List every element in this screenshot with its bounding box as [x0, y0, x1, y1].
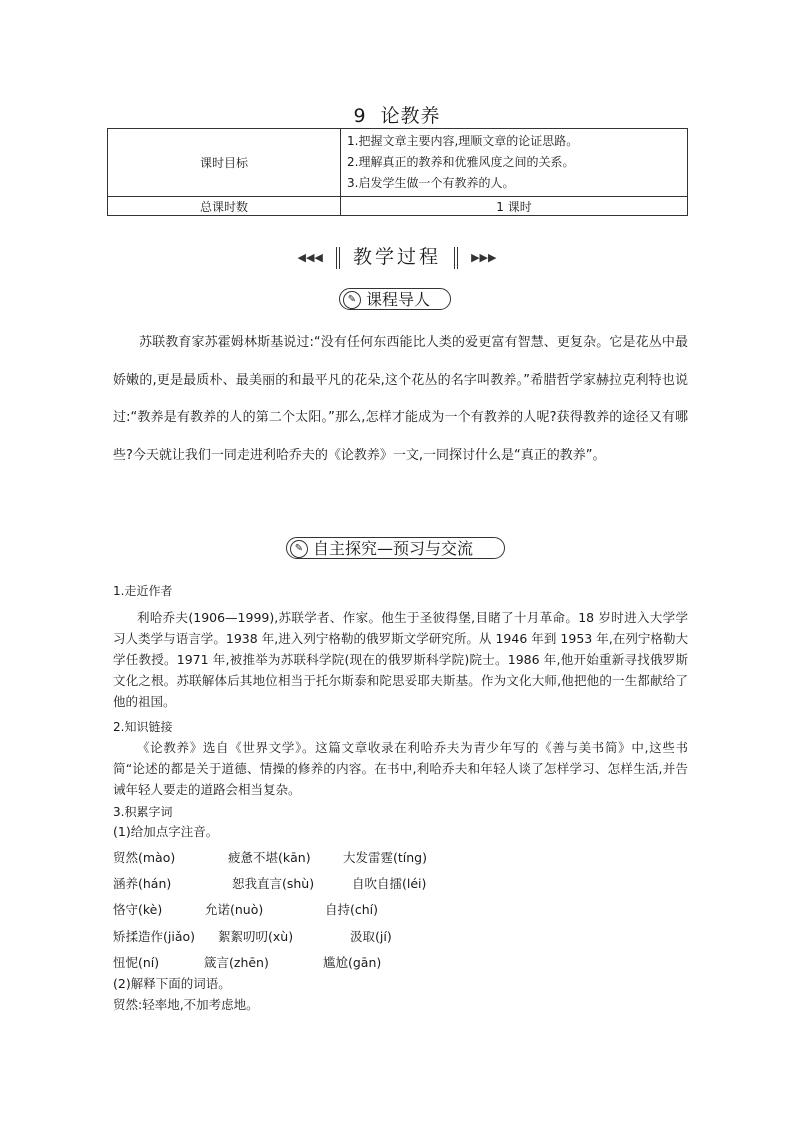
- pinyin-item: 大发雷霆(tíng): [343, 850, 427, 865]
- lesson-title: 论教养: [380, 105, 441, 127]
- goal-item: 3.启发学生做一个有教养的人。: [347, 176, 515, 190]
- pinyin-item: 自吹自擂(léi): [352, 876, 427, 891]
- pinyin-item: 疲惫不堪(kān): [228, 850, 311, 865]
- pinyin-item: 尴尬(gān): [323, 955, 382, 970]
- page-title: [0, 101, 794, 128]
- pinyin-item: 允诺(nuò): [205, 902, 264, 917]
- teaching-process-banner: [0, 242, 794, 269]
- item2-heading: 2.知识链接: [113, 720, 173, 734]
- item3-heading: 3.积累字词: [113, 805, 173, 819]
- pinyin-item: 涵养(hán): [113, 876, 172, 891]
- right-arrows-icon: ▶▶▶: [471, 251, 497, 264]
- author-paragraph: 利哈乔夫(1906—1999),苏联学者、作家。他生于圣彼得堡,目睹了十月革命。18 岁时进入大学学习人类学与语言学。1938 年,进入列宁格勒的俄罗斯文学研究所。从 1946 年到 1953 年,在列宁格勒大学任教授。1971 年,被推举为苏联科学院(现在的俄罗斯科学院)院士。1986 年,他开始重新寻找俄罗斯文化之根。苏联解体后其地位相当于托尔斯泰和陀思妥耶夫斯基。作为文化大师,他把他的一生都献给了他的祖国。: [113, 610, 688, 709]
- pinyin-item: 恪守(kè): [113, 902, 163, 917]
- pinyin-item: 矫揉造作(jiǎo): [113, 929, 196, 944]
- pinyin-item: 恕我直言(shù): [232, 876, 315, 891]
- total-hours-value: 1 课时: [341, 197, 688, 216]
- goals-cell: [341, 129, 688, 197]
- pinyin-item: 忸怩(ní): [113, 955, 160, 970]
- pinyin-item: 贸然(mào): [113, 850, 176, 865]
- goals-label: 课时目标: [108, 129, 341, 197]
- goal-item: 1.把握文章主要内容,理顺文章的论证思路。: [347, 134, 579, 148]
- lesson-meta-table: [107, 128, 688, 216]
- pinyin-item: 自持(chí): [325, 902, 379, 917]
- item1-heading: 1.走近作者: [113, 584, 173, 598]
- intro-paragraph: 苏联教育家苏霍姆林斯基说过:“没有任何东西能比人类的爱更富有智慧、更复杂。它是花丛中最娇嫩的,更是最质朴、最美丽的和最平凡的花朵,这个花丛的名字叫教养。”希腊哲学家赫拉克利特也说过:“教养是有教养的人的第二个太阳。”那么,怎样才能成为一个有教养的人呢?获得教养的途径又有哪些?今天就让我们一同走进利哈乔夫的《论教养》一文,一同探讨什么是“真正的教养”。: [113, 335, 688, 463]
- pinyin-instruction: (1)给加点字注音。: [113, 824, 219, 839]
- section-heading-explore: [286, 537, 505, 559]
- section-title: 自主探究—预习与交流: [313, 539, 474, 558]
- definition-instruction: (2)解释下面的词语。: [113, 976, 231, 991]
- section-title: 课程导人: [366, 290, 431, 309]
- section-heading-intro: [339, 288, 451, 310]
- goal-item: 2.理解真正的教养和优雅风度之间的关系。: [347, 155, 575, 169]
- book-icon: ✎: [290, 540, 308, 558]
- lesson-number: 9: [353, 105, 367, 127]
- definition-item: 贸然:轻率地,不加考虑地。: [113, 997, 259, 1012]
- left-arrows-icon: ◀◀◀: [297, 251, 323, 264]
- knowledge-paragraph: 《论教养》选自《世界文学》。这篇文章收录在利哈乔夫为青少年写的《善与美书简》中,这些书简“论述的都是关于道德、情操的修养的内容。在书中,利哈乔夫和年轻人谈了怎样学习、怎样生活,并告诫年轻人要走的道路会相当复杂。: [113, 740, 688, 797]
- pinyin-item: 絮絮叨叨(xù): [218, 929, 294, 944]
- total-hours-label: 总课时数: [108, 197, 341, 216]
- book-icon: ✎: [343, 291, 361, 309]
- banner-text: 教学过程: [352, 246, 441, 268]
- pinyin-item: 箴言(zhēn): [204, 955, 269, 970]
- pinyin-item: 汲取(jí): [350, 929, 392, 944]
